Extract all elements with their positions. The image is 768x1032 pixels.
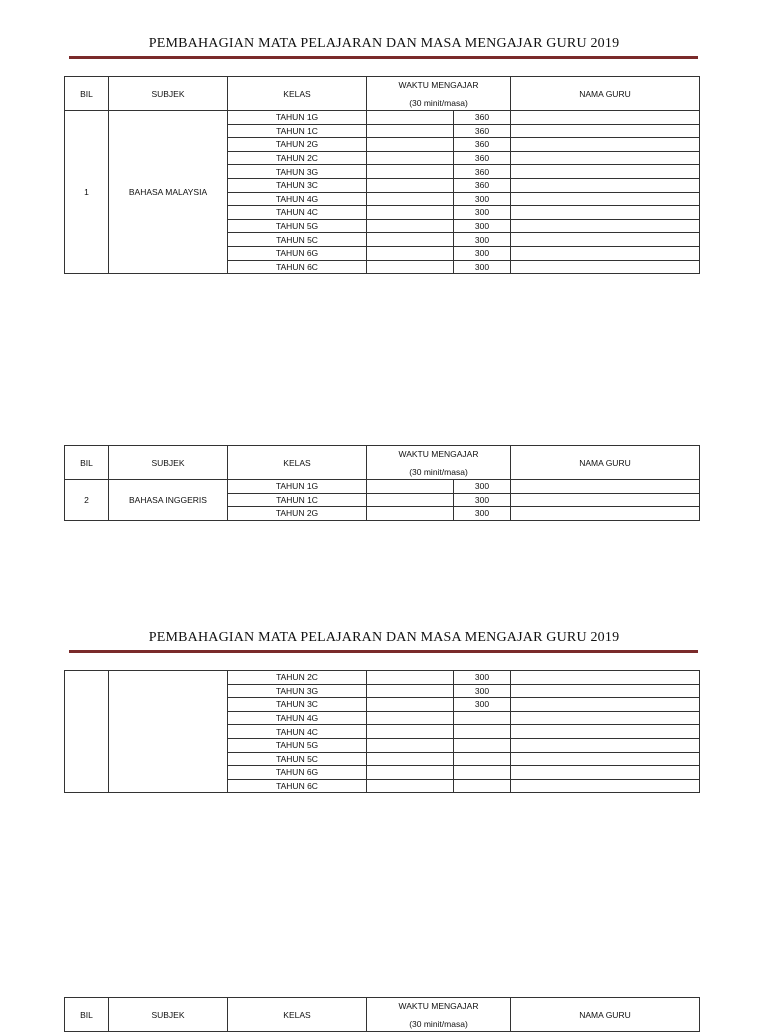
header-waktu [367,446,511,480]
waktu-blank-cell [367,725,454,739]
waktu-blank-cell [367,260,454,274]
nama-guru-cell [511,493,700,507]
kelas-cell: TAHUN 2C [228,151,367,165]
waktu-blank-cell [367,671,454,685]
minit-cell: 300 [454,493,511,507]
minit-cell: 300 [454,246,511,260]
waktu-blank-cell [367,711,454,725]
kelas-cell: TAHUN 5C [228,233,367,247]
waktu-blank-cell [367,138,454,152]
waktu-blank-cell [367,738,454,752]
kelas-cell: TAHUN 5G [228,219,367,233]
waktu-blank-cell [367,752,454,766]
kelas-cell: TAHUN 4C [228,725,367,739]
kelas-cell: TAHUN 2G [228,138,367,152]
subject-table-3 [64,670,700,793]
nama-guru-cell [511,779,700,793]
minit-cell [454,766,511,780]
subject-table-1 [64,76,700,274]
waktu-blank-cell [367,192,454,206]
header-waktu [367,77,511,111]
table-row [65,111,700,125]
nama-guru-cell [511,151,700,165]
header-waktu-unit: (30 minit/masa) [409,466,468,477]
waktu-blank-cell [367,493,454,507]
kelas-cell: TAHUN 1G [228,111,367,125]
title-rule [69,56,698,59]
minit-cell [454,779,511,793]
header-nama-guru: NAMA GURU [511,77,700,111]
nama-guru-cell [511,684,700,698]
waktu-blank-cell [367,246,454,260]
nama-guru-cell [511,246,700,260]
kelas-cell: TAHUN 3G [228,165,367,179]
kelas-cell: TAHUN 2G [228,507,367,521]
table-row [65,671,700,685]
minit-cell [454,725,511,739]
nama-guru-cell [511,671,700,685]
bil-cell: 1 [65,111,109,274]
subjek-cell: BAHASA MALAYSIA [109,111,228,274]
kelas-cell: TAHUN 5C [228,752,367,766]
nama-guru-cell [511,165,700,179]
kelas-cell: TAHUN 6G [228,246,367,260]
minit-cell: 360 [454,178,511,192]
waktu-blank-cell [367,206,454,220]
waktu-blank-cell [367,151,454,165]
nama-guru-cell [511,507,700,521]
nama-guru-cell [511,124,700,138]
nama-guru-cell [511,738,700,752]
minit-cell: 300 [454,233,511,247]
kelas-cell: TAHUN 3C [228,178,367,192]
minit-cell [454,738,511,752]
nama-guru-cell [511,206,700,220]
kelas-cell: TAHUN 6C [228,260,367,274]
header-bil: BIL [65,446,109,480]
subject-table-2 [64,445,700,521]
waktu-blank-cell [367,165,454,179]
minit-cell: 360 [454,165,511,179]
header-kelas: KELAS [228,77,367,111]
waktu-blank-cell [367,111,454,125]
kelas-cell: TAHUN 3G [228,684,367,698]
subject-table-4 [64,997,700,1032]
header-subjek: SUBJEK [109,998,228,1032]
kelas-cell: TAHUN 1G [228,480,367,494]
waktu-blank-cell [367,766,454,780]
header-nama-guru: NAMA GURU [511,998,700,1032]
minit-cell [454,711,511,725]
bil-cell [65,671,109,793]
waktu-blank-cell [367,219,454,233]
waktu-blank-cell [367,124,454,138]
minit-cell [454,752,511,766]
minit-cell: 300 [454,698,511,712]
kelas-cell: TAHUN 4G [228,711,367,725]
kelas-cell: TAHUN 3C [228,698,367,712]
subjek-cell: BAHASA INGGERIS [109,480,228,521]
minit-cell: 300 [454,480,511,494]
nama-guru-cell [511,711,700,725]
waktu-blank-cell [367,507,454,521]
nama-guru-cell [511,260,700,274]
minit-cell: 360 [454,124,511,138]
header-subjek: SUBJEK [109,77,228,111]
table-header-row [65,998,700,1032]
table-header-row [65,446,700,480]
header-nama-guru: NAMA GURU [511,446,700,480]
nama-guru-cell [511,725,700,739]
header-waktu-unit: (30 minit/masa) [409,97,468,108]
header-waktu-label: WAKTU MENGAJAR [398,448,479,459]
minit-cell: 300 [454,684,511,698]
header-waktu-label: WAKTU MENGAJAR [398,1000,479,1011]
nama-guru-cell [511,192,700,206]
nama-guru-cell [511,698,700,712]
table-row [65,480,700,494]
waktu-blank-cell [367,779,454,793]
nama-guru-cell [511,138,700,152]
nama-guru-cell [511,111,700,125]
header-waktu-unit: (30 minit/masa) [409,1018,468,1029]
page-title-2: PEMBAHAGIAN MATA PELAJARAN DAN MASA MENGAJAR GURU 2019 [148,630,620,645]
minit-cell: 300 [454,260,511,274]
minit-cell: 360 [454,138,511,152]
kelas-cell: TAHUN 5G [228,738,367,752]
header-waktu [367,998,511,1032]
minit-cell: 300 [454,192,511,206]
waktu-blank-cell [367,480,454,494]
minit-cell: 300 [454,219,511,233]
minit-cell: 300 [454,671,511,685]
page-title: PEMBAHAGIAN MATA PELAJARAN DAN MASA MENGAJAR GURU 2019 [148,36,620,51]
waktu-blank-cell [367,233,454,247]
header-bil: BIL [65,77,109,111]
minit-cell: 360 [454,151,511,165]
minit-cell: 360 [454,111,511,125]
waktu-blank-cell [367,698,454,712]
waktu-blank-cell [367,684,454,698]
nama-guru-cell [511,178,700,192]
kelas-cell: TAHUN 4G [228,192,367,206]
nama-guru-cell [511,219,700,233]
bil-cell: 2 [65,480,109,521]
kelas-cell: TAHUN 4C [228,206,367,220]
nama-guru-cell [511,752,700,766]
header-subjek: SUBJEK [109,446,228,480]
kelas-cell: TAHUN 6C [228,779,367,793]
waktu-blank-cell [367,178,454,192]
title-rule-2 [69,650,698,653]
kelas-cell: TAHUN 1C [228,124,367,138]
nama-guru-cell [511,480,700,494]
header-waktu-label: WAKTU MENGAJAR [398,79,479,90]
nama-guru-cell [511,233,700,247]
table-header-row [65,77,700,111]
kelas-cell: TAHUN 2C [228,671,367,685]
kelas-cell: TAHUN 6G [228,766,367,780]
header-kelas: KELAS [228,998,367,1032]
header-bil: BIL [65,998,109,1032]
nama-guru-cell [511,766,700,780]
subjek-cell [109,671,228,793]
header-kelas: KELAS [228,446,367,480]
minit-cell: 300 [454,206,511,220]
minit-cell: 300 [454,507,511,521]
kelas-cell: TAHUN 1C [228,493,367,507]
